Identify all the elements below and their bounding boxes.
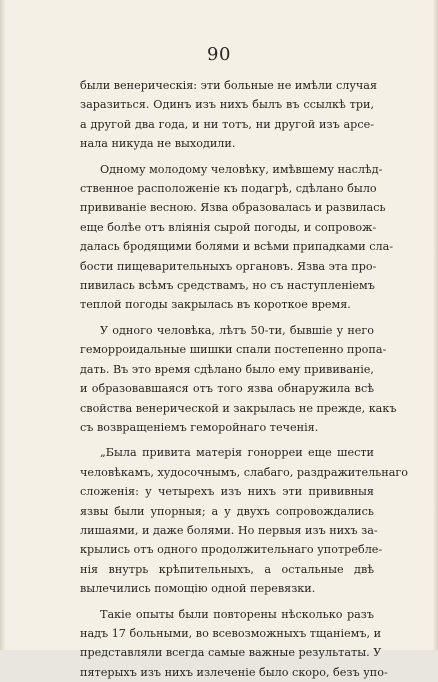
paragraph [80, 160, 394, 315]
text-line: нала никуда не выходили. [80, 137, 236, 151]
text-line: а другой два года, и ни тотъ, ни другой изъ арсе- [80, 117, 374, 131]
text-line: и образовавшаяся отъ того язва обнаружила всѣ [80, 382, 374, 396]
text-line: ственное расположеніе къ подагрѣ, сдѣлано было [80, 182, 377, 196]
text-line: человѣкамъ, худосочнымъ, слабаго, раздражительнаго [80, 465, 408, 479]
paragraph [80, 76, 378, 154]
text-line: Одному молодому человѣку, имѣвшему наслѣд- [100, 162, 383, 176]
text-line: вылечились помощію одной перевязки. [80, 582, 316, 596]
paragraph [80, 605, 388, 682]
text-line: далась бродящими болями и всѣми припадками сла- [80, 240, 394, 254]
text-line: язвы были упорныя; а у двухъ сопровождались [80, 504, 374, 518]
text-line: дать. Въ это время сдѣлано было ему прививаніе, [80, 362, 374, 376]
text-line: заразиться. Одинъ изъ нихъ былъ въ ссылкѣ три, [80, 98, 374, 112]
text-line: надъ 17 больными, во всевозможныхъ тщаніемъ, и [80, 626, 382, 640]
text-line: крылись отъ одного продолжительнаго употребле- [80, 543, 383, 557]
text-line: свойства венерической и закрылась не прежде, какъ [80, 401, 397, 415]
page-left-edge [0, 0, 6, 650]
text-line: теплой погоды закрылась въ короткое время. [80, 298, 351, 312]
text-line: геморроидальные шишки спали постепенно пропа- [80, 343, 387, 357]
text-line: еще болѣе отъ вліянія сырой погоды, и сопровож- [80, 220, 377, 234]
text-line: съ возвращеніемъ геморойнаго теченія. [80, 420, 319, 434]
text-line: нія внутрь крѣпительныхъ, а остальные двѣ [80, 562, 374, 576]
text-line: лишаями, и даже болями. Но первыя изъ нихъ за- [80, 523, 378, 537]
text-line: представляли всегда самые важные результаты. У [80, 646, 382, 660]
page-right-edge [433, 0, 438, 650]
text-line: „Была привита матерія гонорреи еще шести [100, 446, 374, 460]
body-text [80, 76, 408, 682]
page-number: 90 [207, 44, 231, 65]
paragraph [80, 443, 408, 598]
text-line: были венерическія: эти больные не имѣли случая [80, 79, 378, 92]
text-line: пивилась всѣмъ средствамъ, но съ наступленіемъ [80, 279, 375, 293]
text-line: прививаніе весною. Язва образовалась и развилась [80, 201, 386, 215]
text-line: У одного человѣка, лѣтъ 50-ти, бывшіе у него [100, 323, 374, 337]
text-line: Такіе опыты были повторены нѣсколько разъ [100, 607, 374, 621]
paragraph [80, 321, 397, 437]
text-line: сложенія: у четырехъ изъ нихъ эти прививныя [80, 485, 374, 499]
text-line: бости пищеварительныхъ органовъ. Язва эта про- [80, 259, 377, 273]
text-line: пятерыхъ изъ нихъ излеченіе было скоро, безъ упо- [80, 665, 388, 679]
